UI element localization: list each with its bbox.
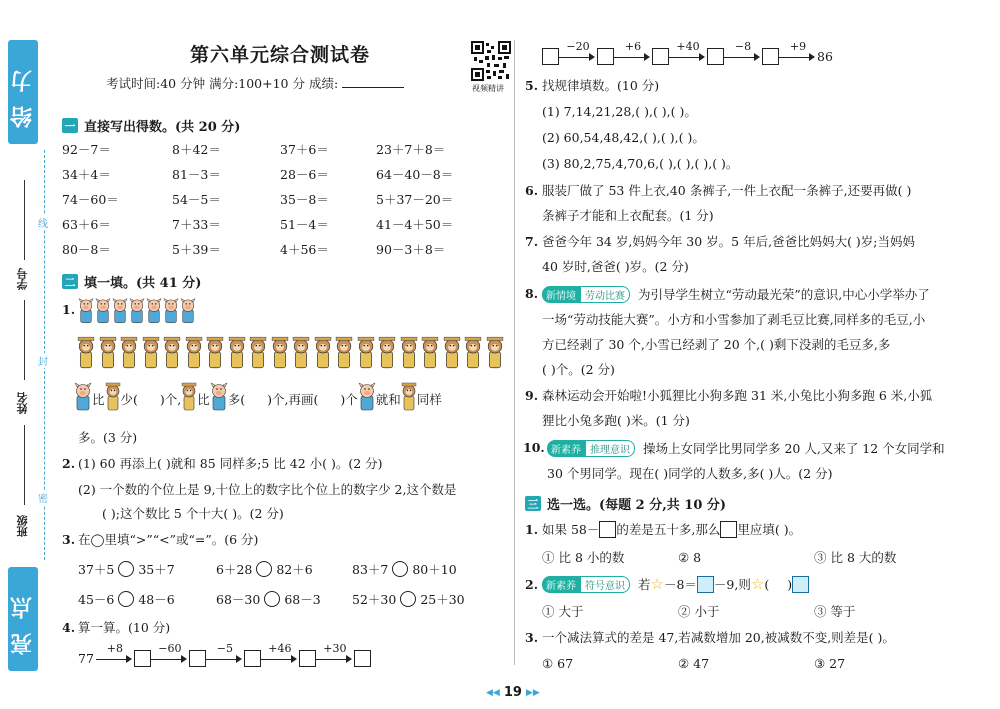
math-item[interactable]: 8＋42＝ [172,142,221,157]
option[interactable]: ③ 比 8 大的数 [814,550,897,565]
compare-right: 68－3 [284,592,321,607]
s3q2-text: ( [764,576,770,592]
star-icon: ☆ [650,575,664,593]
arrow-operation: +30 [323,641,347,655]
compare-circle[interactable] [264,591,280,607]
q1-text: )个 [340,391,358,407]
field-line-student-no[interactable] [24,180,25,260]
monkey-icon [184,336,204,374]
s3q1-text: 如果 58－ [542,522,600,537]
pig-icon [78,296,94,330]
calc-chain-1 [78,641,371,667]
qr-caption: 视频精讲 [472,84,504,93]
exam-info-text: 考试时间:40 分钟 满分:100+10 分 成绩: [106,76,339,91]
monkey-icon [98,336,118,374]
compare-item [216,590,321,608]
question-number: 2. [525,577,539,592]
question-number: 1. [525,522,539,537]
monkey-icon [485,336,505,374]
field-label-student-no: 学号 [16,268,29,290]
arrow-icon [151,641,189,667]
qr-code-icon [470,40,512,82]
monkey-row [76,336,506,374]
compare-item [352,590,465,608]
arrow-icon [724,39,762,65]
tag-new-situation: 新情境 劳动比赛 [542,286,630,303]
arrow-icon [614,39,652,65]
exam-info [106,74,404,92]
q10-line1: 操场上女同学比男同学多 20 人,又来了 12 个女同学和 [643,441,945,456]
arrow-icon [669,39,707,65]
question-number: 5. [525,78,539,93]
compare-left: 52＋30 [352,592,397,607]
monkey-icon [313,336,333,374]
star-icon: ☆ [750,575,765,593]
compare-left: 6＋28 [216,562,253,577]
q2-line3: ( );这个数比 5 个十大( )。(2 分) [102,506,284,521]
math-item[interactable]: 7＋33＝ [172,217,221,232]
option[interactable]: ③ 27 [814,656,846,671]
section-number: 二 [62,274,78,289]
answer-box[interactable] [652,48,669,65]
q1-text: )个,再画( [267,391,319,407]
answer-box[interactable] [354,650,371,667]
field-line-name[interactable] [24,300,25,380]
q5-line3: (3) 80,2,75,4,70,6,( ),( ),( ),( )。 [542,156,739,171]
q8-line4: ( )个。(2 分) [542,362,615,377]
s3q2-line [542,575,809,593]
s3q2-text: －9,则 [713,577,751,592]
score-blank[interactable] [342,87,404,88]
s3q3-line1: 一个减法算式的差是 47,若减数增加 20,被减数不变,则差是( )。 [542,630,895,645]
monkey-icon [181,382,197,415]
math-item[interactable]: 64－40－8＝ [376,167,454,182]
fold-mark: 线 [38,215,48,230]
calc-chain-2 [542,39,833,65]
math-item[interactable]: 4＋56＝ [280,242,329,257]
pig-icon [112,296,128,330]
side-label-top: 给力 [10,56,36,128]
fold-mark: 封 [38,353,48,368]
page-footer [486,685,540,700]
section-title: 选一选。(每题 2 分,共 10 分) [547,498,727,513]
compare-item [78,560,175,578]
pig-row [78,296,196,330]
s3q2-text: 若 [638,577,651,592]
page-number: 19 [503,685,522,700]
compare-left: 83＋7 [352,562,389,577]
q8-line3: 方已经剥了 30 个,小雪已经剥了 20 个,( )剩下没剥的毛豆多,多 [542,337,891,352]
q6-line2: 条裤子才能和上衣配套。(1 分) [542,208,714,223]
s3q2-text: ) [787,576,793,592]
arrow-icon [316,641,354,667]
qr-code[interactable] [470,40,512,82]
q8-first-line [542,285,930,303]
monkey-icon [227,336,247,374]
prev-arrows-icon: ◀◀ [486,687,500,698]
section-number: 三 [525,496,541,511]
pig-icon [163,296,179,330]
compare-item [352,560,457,578]
arrow-operation: −5 [216,641,234,655]
monkey-icon [463,336,483,374]
compare-right: 25＋30 [420,592,465,607]
side-label-bottom: 亮点 [10,583,36,655]
arrow-operation: +8 [106,641,124,655]
pig-icon [74,382,92,415]
monkey-icon [399,336,419,374]
monkey-icon [356,336,376,374]
compare-left: 37＋5 [78,562,115,577]
arrow-icon [559,39,597,65]
option[interactable]: ③ 等于 [814,604,856,619]
answer-box[interactable] [599,521,616,538]
monkey-icon [141,336,161,374]
question-number: 6. [525,183,539,198]
pig-icon [210,382,228,415]
pig-icon [358,382,376,415]
field-label-class: 班级 [16,515,29,537]
square-symbol-icon [697,576,714,593]
arrow-icon [779,39,817,65]
monkey-icon [420,336,440,374]
q5-line1: (1) 7,14,21,28,( ),( ),( )。 [542,104,697,119]
chain-end: 86 [817,49,833,64]
q1-line2: 多。(3 分) [78,430,138,445]
square-symbol-icon [792,576,809,593]
q1-text: 少( [120,391,138,407]
monkey-icon [291,336,311,374]
math-item[interactable]: 41－4＋50＝ [376,217,454,232]
option[interactable]: ② 小于 [678,604,720,619]
math-item[interactable]: 34＋4＝ [62,167,111,182]
q4-title: 算一算。(10 分) [78,620,171,635]
monkey-icon [205,336,225,374]
page-title: 第六单元综合测试卷 [190,44,371,66]
q6-line1: 服装厂做了 53 件上衣,40 条裤子,一件上衣配一条裤子,还要再做( ) [542,183,912,198]
side-bar-top [8,40,38,144]
arrow-operation: −8 [734,39,752,53]
compare-left: 45－6 [78,592,115,607]
math-item[interactable]: 90－3＋8＝ [376,242,446,257]
fold-mark: 密 [38,490,48,505]
tag-new-literacy: 新素养 推理意识 [547,440,635,457]
math-item[interactable]: 63＋6＝ [62,217,111,232]
arrow-operation: −60 [158,641,182,655]
math-item[interactable]: 5＋39＝ [172,242,221,257]
question-number: 4. [62,620,76,635]
section-title: 直接写出得数。(共 20 分) [84,120,241,135]
s3q1-line [542,520,801,538]
option[interactable]: ② 47 [678,656,710,671]
math-item[interactable]: 54－5＝ [172,192,221,207]
arrow-icon [96,641,134,667]
section-1-heading [62,116,240,135]
option[interactable]: ① 大于 [542,604,584,619]
q2-line1: (1) 60 再添上( )就和 85 同样多;5 比 42 小( )。(2 分) [78,456,383,471]
math-item[interactable]: 28－6＝ [280,167,329,182]
compare-circle[interactable] [392,561,408,577]
monkey-icon [76,336,96,374]
chain-start: 77 [78,651,94,666]
q1-text: 同样 [416,391,442,407]
arrow-operation: −20 [566,39,590,53]
pig-icon [146,296,162,330]
compare-item [78,590,175,608]
next-arrows-icon: ▶▶ [525,687,540,698]
q2-line2: (2) 一个数的个位上是 9,十位上的数字比个位上的数字少 2,这个数是 [78,482,457,497]
q1-text: 比 [197,391,210,407]
arrow-operation: +9 [789,39,807,53]
section-2-heading [62,272,201,291]
arrow-operation: +46 [268,641,292,655]
pig-icon [129,296,145,330]
answer-box[interactable] [720,521,737,538]
monkey-icon [119,336,139,374]
question-number: 9. [525,388,539,403]
monkey-icon [270,336,290,374]
compare-circle[interactable] [400,591,416,607]
question-number: 3. [62,532,76,547]
monkey-icon [334,336,354,374]
side-bar-bottom [8,567,38,671]
q1-text: 就和 [375,391,401,407]
q7-line1: 爸爸今年 34 岁,妈妈今年 30 岁。5 年后,爸爸比妈妈大( )岁;当妈妈 [542,234,916,249]
compare-circle[interactable] [256,561,272,577]
q7-line2: 40 岁时,爸爸( )岁。(2 分) [542,259,689,274]
question-number: 1. [62,302,76,317]
math-item[interactable]: 51－4＝ [280,217,329,232]
q5-line2: (2) 60,54,48,42,( ),( ),( )。 [542,130,705,145]
math-item[interactable]: 5＋37－20＝ [376,192,454,207]
q1-text: 比 [92,391,105,407]
answer-box[interactable] [244,650,261,667]
question-number: 10. [523,440,545,455]
answer-box[interactable] [762,48,779,65]
pig-icon [95,296,111,330]
math-item[interactable]: 74－60＝ [62,192,119,207]
pig-icon [180,296,196,330]
compare-circle[interactable] [118,591,134,607]
answer-box[interactable] [299,650,316,667]
s3q1-text: 里应填( )。 [737,522,802,537]
s3q2-text: －8＝ [663,577,697,592]
section-number: 一 [62,118,78,133]
math-item[interactable]: 37＋6＝ [280,142,329,157]
monkey-icon [377,336,397,374]
question-number: 8. [525,286,539,301]
tag-new-literacy: 新素养 符号意识 [542,576,630,593]
math-item[interactable]: 80－8＝ [62,242,111,257]
option[interactable]: ① 67 [542,656,574,671]
compare-right: 35＋7 [138,562,175,577]
q8-line1: 为引导学生树立“劳动最光荣”的意识,中心小学举办了 [638,287,930,302]
compare-right: 80＋10 [412,562,457,577]
question-number: 3. [525,630,539,645]
math-item[interactable]: 35－8＝ [280,192,329,207]
section-title: 填一填。(共 41 分) [84,276,202,291]
question-number: 2. [62,456,76,471]
math-item[interactable]: 23＋7＋8＝ [376,142,446,157]
q9-line2: 狸比小兔多跑( )米。(1 分) [542,413,690,428]
compare-item [216,560,313,578]
question-number: 7. [525,234,539,249]
arrow-icon [261,641,299,667]
compare-right: 82＋6 [276,562,313,577]
monkey-icon [442,336,462,374]
q1-sentence [74,382,442,415]
q8-line2: 一场“劳动技能大赛”。小方和小雪参加了剥毛豆比赛,同样多的毛豆,小 [542,312,926,327]
monkey-icon [248,336,268,374]
column-divider [514,40,515,665]
arrow-icon [206,641,244,667]
monkey-icon [105,382,121,415]
arrow-operation: +40 [676,39,700,53]
monkey-icon [162,336,182,374]
q10-first-line [547,439,945,457]
field-label-name: 姓名 [16,392,29,414]
answer-box[interactable] [189,650,206,667]
q1-text: 多( [227,391,246,407]
compare-left: 68－30 [216,592,261,607]
compare-right: 48－6 [138,592,175,607]
answer-box[interactable] [707,48,724,65]
field-line-class[interactable] [24,425,25,505]
q10-line2: 30 个男同学。现在( )同学的人数多,多( )人。(2 分) [547,466,833,481]
q9-line1: 森林运动会开始啦!小狐狸比小狗多跑 31 米,小兔比小狗多跑 6 米,小狐 [542,388,933,403]
answer-box[interactable] [134,650,151,667]
s3q1-text: 的差是五十多,那么 [616,522,721,537]
compare-circle[interactable] [118,561,134,577]
math-item[interactable]: 92－7＝ [62,142,111,157]
arrow-operation: +6 [624,39,642,53]
option[interactable]: ② 8 [678,550,702,565]
section-3-heading [525,494,726,513]
q5-title: 找规律填数。(10 分) [542,78,660,93]
monkey-icon [401,382,417,415]
q1-text: )个, [159,391,182,407]
option[interactable]: ① 比 8 小的数 [542,550,625,565]
q3-title: 在◯里填“>”“<”或“=”。(6 分) [78,532,259,547]
answer-box[interactable] [597,48,614,65]
answer-box[interactable] [542,48,559,65]
math-item[interactable]: 81－3＝ [172,167,221,182]
